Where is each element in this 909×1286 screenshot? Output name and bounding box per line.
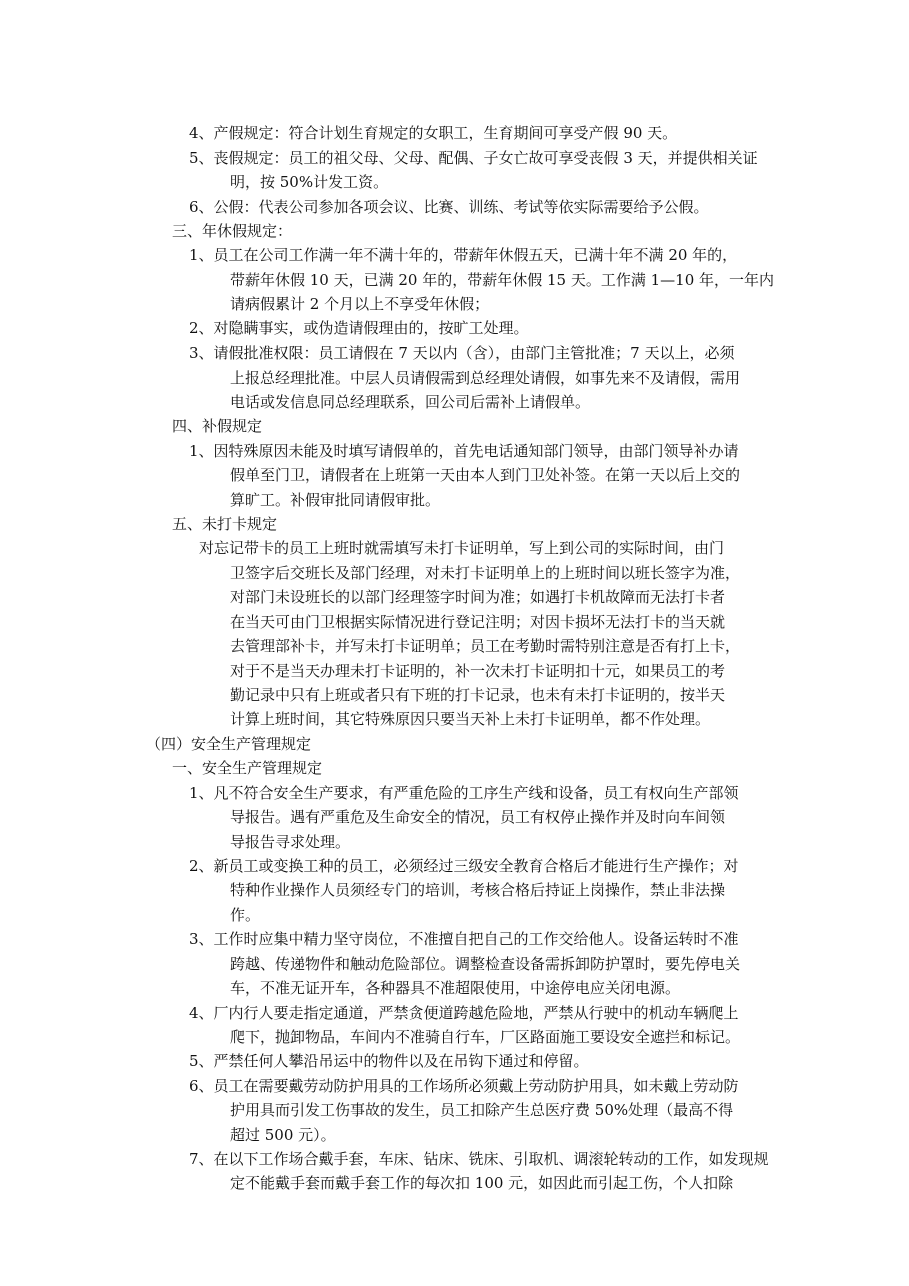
line-safety-3-cont: 车，不准无证开车，各种器具不准超限使用，中途停电应关闭电源。 <box>230 979 681 997</box>
line-safety-6: 6、员工在需要戴劳动防护用具的工作场所必须戴上劳动防护用具，如未戴上劳动防 <box>189 1077 739 1095</box>
line-annual-1-cont: 请病假累计 2 个月以上不享受年休假； <box>230 295 490 313</box>
line-no-clock-in-cont: 在当天可由门卫根据实际情况进行登记注明；对因卡损坏无法打卡的当天就 <box>230 613 726 631</box>
line-safety-1-cont: 导报告寻求处理。 <box>230 833 351 851</box>
line-safety-4: 4、厂内行人要走指定通道，严禁贪便道跨越危险地，严禁从行驶中的机动车辆爬上 <box>189 1004 739 1022</box>
line-safety-2-cont: 作。 <box>230 906 261 924</box>
line-safety-6-cont: 护用具而引发工伤事故的发生，员工扣除产生总医疗费 50%处理（最高不得 <box>230 1101 734 1119</box>
line-no-clock-in-cont: 去管理部补卡，并写未打卡证明单；员工在考勤时需特别注意是否有打上卡， <box>230 637 741 655</box>
line-makeup-1-cont: 假单至门卫，请假者在上班第一天由本人到门卫处补签。在第一天以后上交的 <box>230 466 741 484</box>
line-annual-3: 3、请假批准权限：员工请假在 7 天以内（含），由部门主管批准；7 天以上，必须 <box>189 344 735 362</box>
line-annual-1-cont: 带薪年休假 10 天，已满 20 年的，带薪年休假 15 天。工作满 1—10 年，一年内 <box>230 271 775 289</box>
line-no-clock-in-cont: 卫签字后交班长及部门经理，对未打卡证明单上的上班时间以班长签字为准， <box>230 564 741 582</box>
line-no-clock-in-cont: 对部门未设班长的以部门经理签字时间为准；如遇打卡机故障而无法打卡者 <box>230 588 726 606</box>
line-makeup-1: 1、因特殊原因未能及时填写请假单的，首先电话通知部门领导，由部门领导补办请 <box>189 442 739 460</box>
heading-makeup-leave: 四、补假规定 <box>172 417 263 435</box>
line-bereavement-leave: 5、丧假规定：员工的祖父母、父母、配偶、子女亡故可享受丧假 3 天，并提供相关证 <box>189 149 758 167</box>
heading-annual-leave: 三、年休假规定： <box>172 222 293 240</box>
line-annual-1: 1、员工在公司工作满一年不满十年的，带薪年休假五天，已满十年不满 20 年的， <box>189 246 738 264</box>
line-safety-2-cont: 特种作业操作人员须经专门的培训，考核合格后持证上岗操作，禁止非法操 <box>230 881 726 899</box>
line-safety-1: 1、凡不符合安全生产要求，有严重危险的工序生产线和设备，员工有权向生产部领 <box>189 784 739 802</box>
line-maternity-leave: 4、产假规定：符合计划生育规定的女职工，生育期间可享受产假 90 天。 <box>189 124 678 142</box>
line-makeup-1-cont: 算旷工。补假审批同请假审批。 <box>230 491 441 509</box>
line-no-clock-in-cont: 对于不是当天办理未打卡证明的，补一次未打卡证明扣十元，如果员工的考 <box>230 662 726 680</box>
line-no-clock-in-cont: 计算上班时间，其它特殊原因只要当天补上未打卡证明单，都不作处理。 <box>230 710 711 728</box>
line-public-leave: 6、公假：代表公司参加各项会议、比赛、训练、考试等依实际需要给予公假。 <box>189 198 709 216</box>
line-safety-3-cont: 跨越、传递物件和触动危险部位。调整检查设备需拆卸防护罩时，要先停电关 <box>230 955 741 973</box>
line-safety-5: 5、严禁任何人攀沿吊运中的物件以及在吊钩下通过和停留。 <box>189 1052 589 1070</box>
line-no-clock-in: 对忘记带卡的员工上班时就需填写未打卡证明单，写上到公司的实际时间，由门 <box>199 539 725 557</box>
heading-safety-section: （四）安全生产管理规定 <box>146 735 312 753</box>
line-safety-7: 7、在以下工作场合戴手套，车床、钻床、铣床、引取机、调滚轮转动的工作，如发现规 <box>189 1150 769 1168</box>
line-safety-7-cont: 定不能戴手套而戴手套工作的每次扣 100 元，如因此而引起工伤，个人扣除 <box>230 1174 734 1192</box>
heading-safety-rules: 一、安全生产管理规定 <box>172 759 323 777</box>
line-annual-2: 2、对隐瞒事实，或伪造请假理由的，按旷工处理。 <box>189 319 529 337</box>
line-safety-3: 3、工作时应集中精力坚守岗位，不准擅自把自己的工作交给他人。设备运转时不准 <box>189 930 739 948</box>
line-no-clock-in-cont: 勤记录中只有上班或者只有下班的打卡记录，也未有未打卡证明的，按半天 <box>230 686 726 704</box>
heading-no-clock-in: 五、未打卡规定 <box>172 515 278 533</box>
line-bereavement-leave-cont: 明，按 50%计发工资。 <box>230 173 389 191</box>
line-annual-3-cont: 电话或发信息同总经理联系，回公司后需补上请假单。 <box>230 393 591 411</box>
line-safety-1-cont: 导报告。遇有严重危及生命安全的情况，员工有权停止操作并及时向车间领 <box>230 808 726 826</box>
line-safety-4-cont: 爬下，抛卸物品，车间内不准骑自行车，厂区路面施工要设安全遮拦和标记。 <box>230 1028 741 1046</box>
line-safety-2: 2、新员工或变换工种的员工，必须经过三级安全教育合格后才能进行生产操作；对 <box>189 857 739 875</box>
line-annual-3-cont: 上报总经理批准。中层人员请假需到总经理处请假，如事先来不及请假，需用 <box>230 369 741 387</box>
line-safety-6-cont: 超过 500 元）。 <box>230 1126 336 1144</box>
